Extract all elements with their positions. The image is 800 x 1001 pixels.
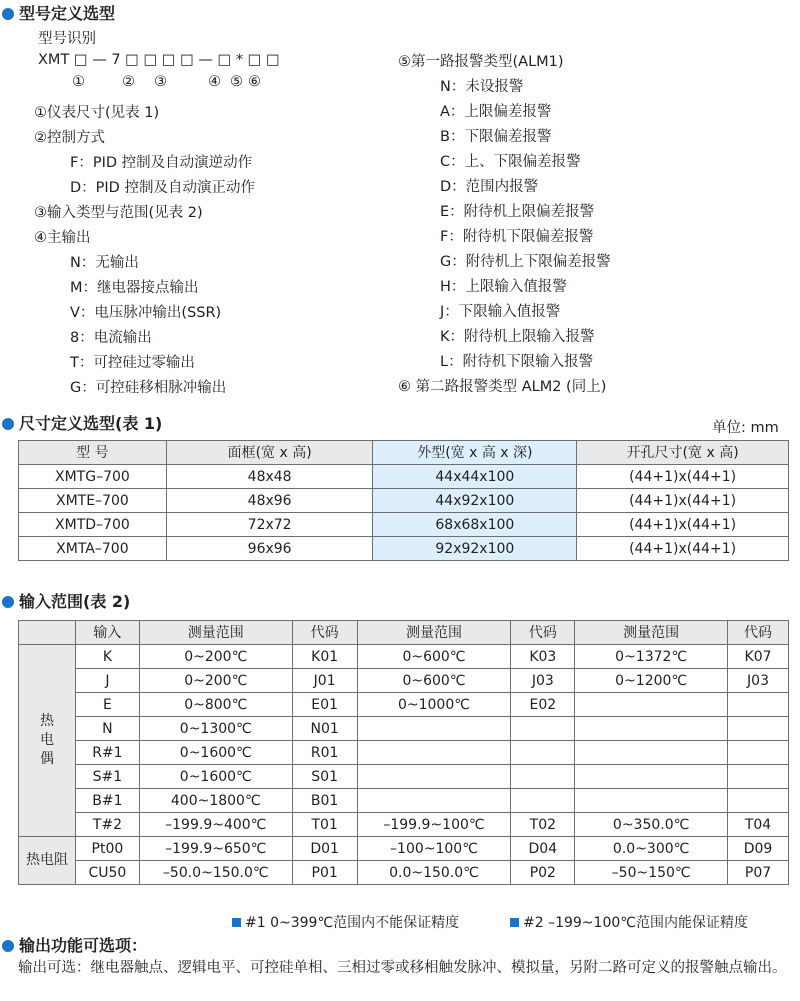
output-m: M：继电器接点输出 — [70, 280, 199, 296]
table-cell: –199.9~400℃ — [139, 813, 292, 837]
table-cell: 0~800℃ — [139, 693, 292, 717]
table-cell: 0~1600℃ — [139, 741, 292, 765]
output-t: T：可控硅过零输出 — [70, 355, 195, 371]
table-cell: N — [75, 717, 139, 741]
table-cell: –100~100℃ — [357, 837, 511, 861]
footnote-1: #1 0~399℃范围内不能保证精度 — [232, 912, 459, 932]
alarm1-title: ⑤第一路报警类型(ALM1) — [398, 54, 564, 70]
table-cell: 0~200℃ — [139, 645, 292, 669]
table-cell: (44+1)x(44+1) — [577, 537, 789, 561]
table-cell: T01 — [292, 813, 357, 837]
table-cell: E — [75, 693, 139, 717]
table-row — [19, 513, 789, 537]
table-cell: 0.0~300℃ — [575, 837, 728, 861]
table-cell: 72x72 — [166, 513, 373, 537]
table-cell: K01 — [292, 645, 357, 669]
model-id-label: 型号识别 — [38, 31, 96, 47]
table-cell: K07 — [728, 645, 789, 669]
bullet-icon — [2, 8, 14, 20]
table-row — [19, 861, 789, 885]
square-icon — [232, 918, 241, 927]
header-cell: 外型(宽 x 高 x 深) — [373, 441, 577, 465]
table-cell: K — [75, 645, 139, 669]
table-row — [19, 717, 789, 741]
table-cell — [728, 765, 789, 789]
table-cell: N01 — [292, 717, 357, 741]
table-cell — [511, 741, 575, 765]
alarm-l: L：附待机下限输入报警 — [440, 354, 594, 370]
table-cell: R01 — [292, 741, 357, 765]
table-cell: B01 — [292, 789, 357, 813]
alarm-k: K：附待机上限输入报警 — [440, 329, 595, 345]
table-cell: XMTD–700 — [19, 513, 167, 537]
table-cell: 0~1600℃ — [139, 765, 292, 789]
model-index-2: ② — [122, 74, 135, 90]
header-cell: 代码 — [292, 621, 357, 645]
header-cell: 测量范围 — [139, 621, 292, 645]
model-index-1: ① — [72, 74, 85, 90]
output-options-text: 输出可选：继电器触点、逻辑电平、可控硅单相、三相过零或移相触发脉冲、模拟量，另附二路可定义的报警触点输出。 — [18, 960, 787, 976]
table-cell — [357, 765, 511, 789]
table-row — [19, 669, 789, 693]
table-row — [19, 837, 789, 861]
option-size: ①仪表尺寸(见表 1) — [34, 105, 160, 121]
header-cell: 代码 — [728, 621, 789, 645]
table-cell: 44x44x100 — [373, 465, 577, 489]
table-row — [19, 489, 789, 513]
table-cell: –199.9~650℃ — [139, 837, 292, 861]
header-cell: 输入 — [75, 621, 139, 645]
alarm-n: N：未设报警 — [440, 79, 524, 95]
table-row — [19, 645, 789, 669]
table-cell: T04 — [728, 813, 789, 837]
header-cell: 面框(宽 x 高) — [166, 441, 373, 465]
table-cell — [511, 789, 575, 813]
table-cell — [728, 717, 789, 741]
table-cell: P01 — [292, 861, 357, 885]
header-cell: 代码 — [511, 621, 575, 645]
alarm-d: D：范围内报警 — [440, 179, 539, 195]
input-range-table — [18, 620, 789, 885]
footnote-2: #2 –199~100℃范围内能保证精度 — [510, 912, 748, 932]
table-cell: D01 — [292, 837, 357, 861]
table-cell: 0~350.0℃ — [575, 813, 728, 837]
option-main-output: ④主输出 — [34, 230, 91, 246]
table-cell: D04 — [511, 837, 575, 861]
header-cell — [19, 621, 76, 645]
alarm-g: G：附待机上下限偏差报警 — [440, 254, 611, 270]
size-table — [18, 440, 789, 561]
table-cell — [511, 717, 575, 741]
table-cell: 0~1300℃ — [139, 717, 292, 741]
table-cell: 68x68x100 — [373, 513, 577, 537]
table-header-row — [19, 441, 789, 465]
option-d: D：PID 控制及自动演正动作 — [70, 180, 255, 196]
table-cell: XMTG–700 — [19, 465, 167, 489]
table-cell: 0~600℃ — [357, 645, 511, 669]
alarm-h: H：上限输入值报警 — [440, 279, 567, 295]
table-cell: B#1 — [75, 789, 139, 813]
table-cell — [575, 765, 728, 789]
alarm-j: J：下限输入值报警 — [440, 304, 561, 320]
output-g: G：可控硅移相脉冲输出 — [70, 380, 227, 396]
table-row — [19, 537, 789, 561]
alarm-e: E：附待机上限偏差报警 — [440, 204, 595, 220]
table-cell: 400~1800℃ — [139, 789, 292, 813]
table-cell: XMTE–700 — [19, 489, 167, 513]
table-row — [19, 765, 789, 789]
table-cell: 92x92x100 — [373, 537, 577, 561]
bullet-icon — [2, 940, 14, 952]
table-row — [19, 741, 789, 765]
table-cell — [357, 741, 511, 765]
table-cell — [511, 765, 575, 789]
table-cell: 0.0~150.0℃ — [357, 861, 511, 885]
alarm-c: C：上、下限偏差报警 — [440, 154, 581, 170]
table-row — [19, 693, 789, 717]
alarm-a: A：上限偏差报警 — [440, 104, 552, 120]
bullet-icon — [2, 596, 14, 608]
table-cell: 96x96 — [166, 537, 373, 561]
table-cell: –199.9~100℃ — [357, 813, 511, 837]
table-cell — [575, 693, 728, 717]
section-title-model: 型号定义选型 — [2, 1, 115, 24]
table-cell: (44+1)x(44+1) — [577, 513, 789, 537]
output-8: 8：电流输出 — [70, 330, 152, 346]
table-cell: –50~150℃ — [575, 861, 728, 885]
model-index-4: ④ — [208, 74, 221, 90]
option-f: F：PID 控制及自动演逆动作 — [70, 155, 253, 171]
table-cell: J03 — [511, 669, 575, 693]
option-control-mode: ②控制方式 — [34, 130, 105, 146]
table-cell: E01 — [292, 693, 357, 717]
table-cell: J01 — [292, 669, 357, 693]
table-cell — [357, 789, 511, 813]
model-index-6: ⑥ — [248, 74, 261, 90]
table-cell: 0~1200℃ — [575, 669, 728, 693]
table-cell — [575, 741, 728, 765]
table-header-row — [19, 621, 789, 645]
table-cell: (44+1)x(44+1) — [577, 489, 789, 513]
table-cell: S#1 — [75, 765, 139, 789]
table-cell: 0~200℃ — [139, 669, 292, 693]
table-cell: 0~1000℃ — [357, 693, 511, 717]
table-cell: R#1 — [75, 741, 139, 765]
section-title-output-options: 输出功能可选项： — [2, 933, 147, 956]
header-cell: 型 号 — [19, 441, 167, 465]
table-cell: E02 — [511, 693, 575, 717]
table-cell — [575, 789, 728, 813]
table-cell: XMTA–700 — [19, 537, 167, 561]
output-n: N：无输出 — [70, 255, 139, 271]
table-cell — [357, 717, 511, 741]
alarm2-title: ⑥ 第二路报警类型 ALM2 (同上) — [398, 379, 607, 395]
alarm-f: F：附待机下限偏差报警 — [440, 229, 594, 245]
option-input-type: ③输入类型与范围(见表 2) — [34, 205, 203, 221]
output-v: V：电压脉冲输出(SSR) — [70, 305, 222, 321]
group-rtd: 热电阻 — [19, 837, 76, 885]
table-cell — [575, 717, 728, 741]
table-cell — [728, 693, 789, 717]
table-cell: S01 — [292, 765, 357, 789]
table-cell: K03 — [511, 645, 575, 669]
table-cell: T02 — [511, 813, 575, 837]
model-index-3: ③ — [154, 74, 167, 90]
table-cell — [728, 789, 789, 813]
bullet-icon — [2, 418, 14, 430]
table-cell — [728, 741, 789, 765]
group-thermocouple: 热 电 偶 — [19, 645, 76, 837]
table-cell: Pt00 — [75, 837, 139, 861]
table-row — [19, 789, 789, 813]
model-index-5: ⑤ — [230, 74, 243, 90]
table-cell: 0~600℃ — [357, 669, 511, 693]
table-cell: 0~1372℃ — [575, 645, 728, 669]
table-row — [19, 465, 789, 489]
table-cell: J — [75, 669, 139, 693]
alarm-b: B：下限偏差报警 — [440, 129, 552, 145]
table-cell: 48x48 — [166, 465, 373, 489]
unit-label: 单位: mm — [712, 420, 779, 436]
section-title-size: 尺寸定义选型(表 1) — [2, 411, 162, 434]
table-cell: CU50 — [75, 861, 139, 885]
square-icon — [510, 918, 519, 927]
header-cell: 开孔尺寸(宽 x 高) — [577, 441, 789, 465]
section-title-input-range: 输入范围(表 2) — [2, 589, 130, 612]
table-cell: –50.0~150.0℃ — [139, 861, 292, 885]
table-cell: T#2 — [75, 813, 139, 837]
table-cell: (44+1)x(44+1) — [577, 465, 789, 489]
header-cell: 测量范围 — [575, 621, 728, 645]
table-cell: P02 — [511, 861, 575, 885]
table-cell: D09 — [728, 837, 789, 861]
table-cell: 44x92x100 — [373, 489, 577, 513]
table-row — [19, 813, 789, 837]
table-cell: 48x96 — [166, 489, 373, 513]
model-code: XMT □ — 7 □ □ □ □ — □ * □ □ — [38, 52, 280, 68]
table-cell: P07 — [728, 861, 789, 885]
table-cell: J03 — [728, 669, 789, 693]
header-cell: 测量范围 — [357, 621, 511, 645]
